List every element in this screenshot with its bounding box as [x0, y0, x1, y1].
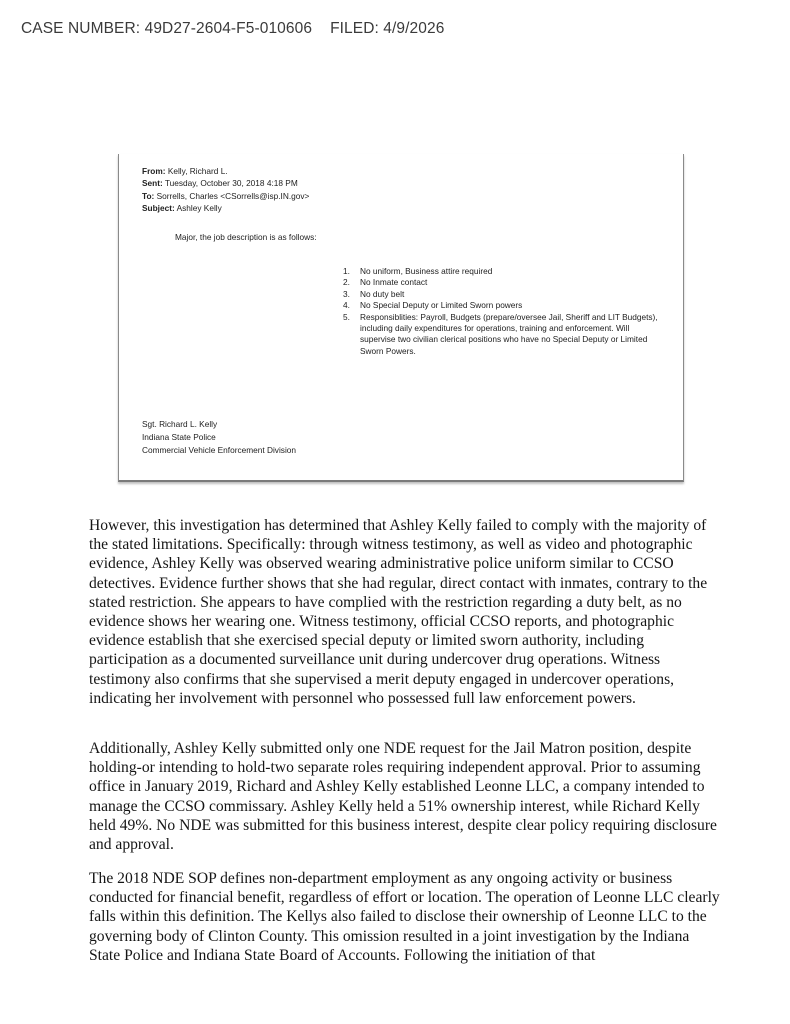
- list-number: 3.: [343, 288, 350, 299]
- job-list-item: [343, 289, 663, 300]
- body-paragraph-nde-sop: The 2018 NDE SOP defines non-department employment as any ongoing activity or business conducted for financial benefit, regardless of effort or location. The operation of Leonne LLC clearly falls within this definition. The Kellys also failed to disclose their ownership of Leonne LLC to the governing body of Clinton County. This omission resulted in a joint investigation by the Indiana State Police and Indiana State Board of Accounts. Following the initiation of that: [89, 870, 720, 964]
- list-number: 5.: [343, 311, 350, 322]
- email-headers: [142, 165, 309, 214]
- email-to: [142, 190, 309, 202]
- body-paragraph-nde-request: Additionally, Ashley Kelly submitted only one NDE request for the Jail Matron position, despite holding-or intending to hold-two separate roles requiring independent approval. Prior to assuming office in January 2019, Richard and Ashley Kelly established Leonne LLC, a company intended to manage the CCSO commissary. Ashley Kelly held a 51% ownership interest, while Richard Kelly held 49%. No NDE was submitted for this business interest, despite clear policy requiring disclosure and approval.: [89, 740, 717, 854]
- job-list-item: [343, 312, 663, 358]
- list-number: 2.: [343, 277, 350, 288]
- email-subject-label: Subject:: [142, 202, 175, 213]
- email-signature: [142, 418, 296, 456]
- list-text: Responsiblities: Payroll, Budgets (prepare/oversee Jail, Sheriff and LIT Budgets), including daily expenditures for operations, training and enforcement. Will supervise two civilian clerical positions who have no Special Deputy or Limited Sworn Powers.: [360, 311, 658, 356]
- email-sent-value: Tuesday, October 30, 2018 4:18 PM: [162, 178, 298, 189]
- signature-agency: Indiana State Police: [142, 431, 216, 442]
- email-greeting: Major, the job description is as follows:: [175, 232, 317, 242]
- email-exhibit: [118, 154, 684, 482]
- signature-name: Sgt. Richard L. Kelly: [142, 419, 218, 429]
- filed-date: FILED: 4/9/2026: [330, 20, 445, 37]
- body-paragraph-compliance-findings: However, this investigation has determined that Ashley Kelly failed to comply with the majority of the stated limitations. Specifically: through witness testimony, as well as video and photographic evidence, Ashley Kelly was observed wearing administrative police uniform similar to CCSO detectives. Evidence further shows that she had regular, direct contact with inmates, contrary to the stated restriction. She appears to have complied with the restriction regarding a duty belt, as no evidence shows her wearing one. Witness testimony, official CCSO reports, and photographic evidence establish that she exercised special deputy or limited sworn authority, including participation as a documented surveillance unit during undercover drug operations. Witness testimony also confirms that she supervised a merit deputy engaged in undercover operations, indicating her involvement with personnel who possessed full law enforcement powers.: [89, 517, 708, 707]
- job-list-item: [343, 266, 663, 277]
- email-from-value: Kelly, Richard L.: [165, 166, 228, 176]
- email-to-value: Sorrells, Charles <CSorrells@isp.IN.gov>: [154, 190, 310, 201]
- case-number: CASE NUMBER: 49D27-2604-F5-010606: [21, 20, 313, 37]
- list-text: No Inmate contact: [360, 277, 428, 288]
- list-text: No uniform, Business attire required: [360, 266, 493, 276]
- list-text: No Special Deputy or Limited Sworn powers: [360, 300, 523, 311]
- job-list-item: [343, 277, 663, 288]
- email-from: [142, 165, 309, 177]
- list-text: No duty belt: [360, 288, 405, 299]
- email-subject: [142, 202, 309, 214]
- list-number: 1.: [343, 266, 350, 276]
- email-sent-label: Sent:: [142, 178, 163, 189]
- email-from-label: From:: [142, 166, 166, 176]
- email-subject-value: Ashley Kelly: [174, 202, 222, 213]
- email-to-label: To:: [142, 190, 155, 201]
- job-description-list: [343, 266, 663, 357]
- job-list-item: [343, 300, 663, 311]
- list-number: 4.: [343, 300, 350, 311]
- case-header: [21, 20, 444, 38]
- signature-division: Commercial Vehicle Enforcement Division: [142, 444, 297, 455]
- email-sent: [142, 177, 309, 189]
